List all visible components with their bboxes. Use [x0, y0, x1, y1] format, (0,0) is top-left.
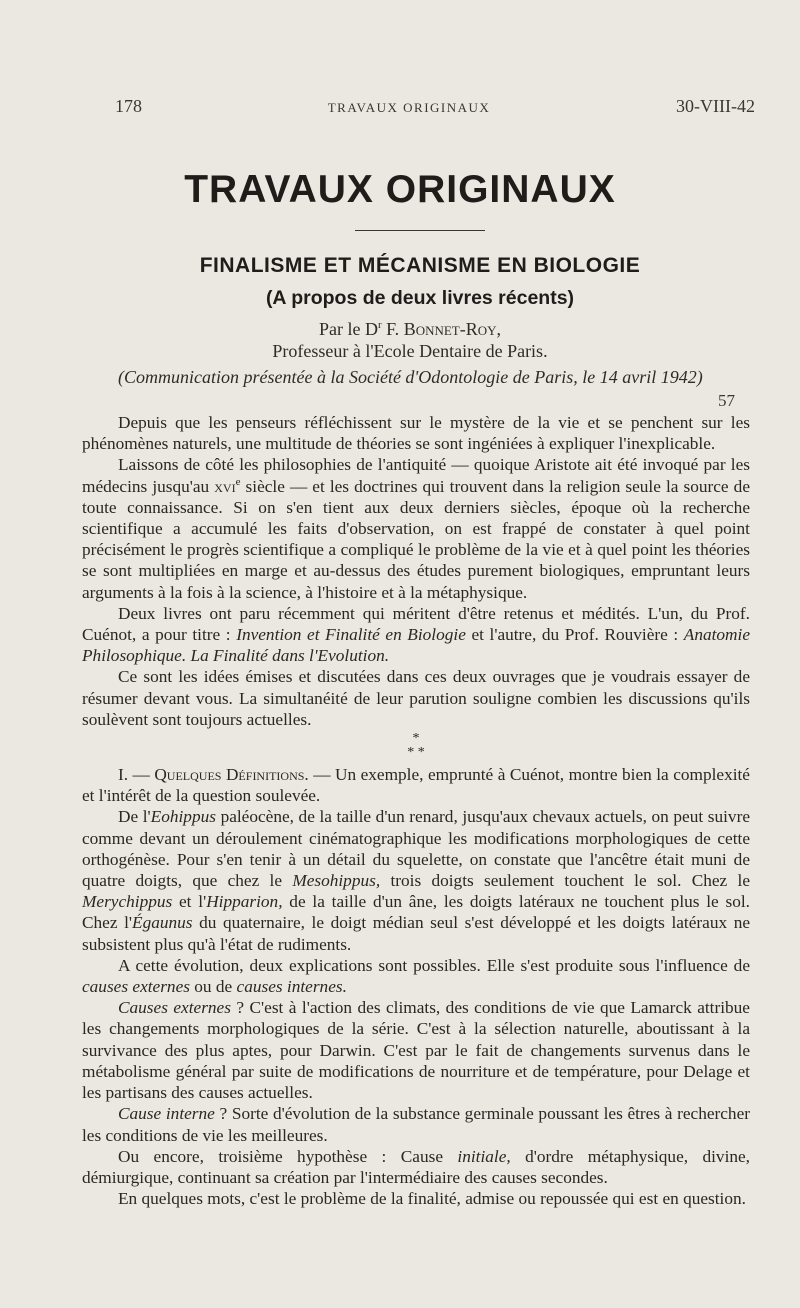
paragraph: En quelques mots, c'est le problème de la finalité, admise ou repoussée qui est en question.: [118, 1189, 746, 1209]
section-heading-paragraph: I. — Quelques Définitions. — Un exemple, emprunté à Cuénot, montre bien la complexité et l'intérêt de la question soulevée.: [82, 765, 750, 806]
running-header: [115, 96, 755, 117]
paragraph: Ce sont les idées émises et discutées dans ces deux ouvrages que je voudrais essayer de résumer devant vous. La simultanéité de leur parution souligne combien les discussions qu'ils soulèvent sont toujours actuelles.: [82, 667, 750, 729]
running-title: TRAVAUX ORIGINAUX: [327, 100, 491, 115]
article-body: [82, 412, 750, 1209]
section-separator: * * *: [407, 731, 425, 761]
paragraph: Cause interne ? Sorte d'évolution de la substance germinale poussant les êtres à rechercher les conditions de vie les meilleures.: [82, 1104, 750, 1145]
author-affiliation: Professeur à l'Ecole Dentaire de Paris.: [272, 341, 548, 361]
paragraph: Depuis que les penseurs réfléchissent sur le mystère de la vie et se penchent sur les phénomènes naturels, une multitude de théories se sont ingéniées à expliquer l'inexplicable.: [82, 413, 750, 454]
section-title: TRAVAUX ORIGINAUX: [184, 168, 616, 211]
paragraph: Ou encore, troisième hypothèse : Cause initiale, d'ordre métaphysique, divine, démiurgique, continuant sa création par l'intermédiaire des causes secondes.: [82, 1146, 750, 1187]
book-title: Invention et Finalité en Biologie: [236, 625, 466, 645]
section-heading: Quelques Définitions.: [154, 765, 309, 785]
paragraph: Laissons de côté les philosophies de l'antiquité — quoique Aristote ait été invoqué par les médecins jusqu'au xvi$^e$ siècle — et les doctrines qui trouvent dans la religion seule la source de toute connaissance. Si on s'en tient aux deux derniers siècles, époque où la recherche scientifique a accumulé les faits d'observation, on est frappé de constater à quel point précisément le progrès scientifique a compliqué le problème de la vie et à quel point les théories se sont multipliées en marge et au-dessus des études purement biologiques, empruntant leurs arguments à la fois à la science, à l'histoire et à la métaphysique.: [82, 455, 750, 602]
paragraph: Causes externes ? C'est à l'action des climats, des conditions de vie que Lamarck attribue les changements morphologiques de la série. C'est à la sélection naturelle, aboutissant à la survivance des plus aptes, pour Darwin. C'est par le fait de changements survenus dans le métabolisme général par suite de modifications de nourriture et de température, pour Delage et les partisans des causes actuelles.: [82, 998, 750, 1103]
book-title: Anatomie Philosophique. La Finalité dans l'Evolution.: [82, 625, 751, 666]
paragraph: De l'Eohippus paléocène, de la taille d'un renard, jusqu'aux chevaux actuels, on peut suivre comme devant un déroulement cinématographique les modifications morphologiques de cette orthogénèse. Pour s'en tenir à un détail du squelette, on constate que l'ancêtre était muni de quatre doigts, que chez le Mesohippus, trois doigts seulement touchent le sol. Chez le Merychippus et l'Hipparion, de la taille d'un âne, les doigts latéraux ne touchent plus le sol. Chez l'Égaunus du quaternaire, le doigt médian seul s'est développé et les doigts latéraux ne subsistent plus qu'à l'état de rudiments.: [82, 807, 751, 954]
communication-note: (Communication présentée à la Société d'Odontologie de Paris, le 14 avril 1942): [118, 367, 703, 387]
article-title: FINALISME ET MÉCANISME EN BIOLOGIE: [199, 254, 641, 277]
page-marker: 57: [718, 391, 735, 410]
title-rule: [355, 230, 485, 231]
article-subtitle: (A propos de deux livres récents): [265, 287, 575, 309]
author-name: Bonnet-Roy,: [403, 319, 502, 339]
page-number: 178: [115, 96, 142, 116]
issue-date: 30-VIII-42: [676, 96, 755, 116]
paragraph: A cette évolution, deux explications sont possibles. Elle s'est produite sous l'influence de causes externes ou de causes internes.: [82, 955, 750, 997]
author-byline: Par le $D^r$ F. Bonnet-Roy,: [318, 319, 502, 339]
paragraph: Deux livres ont paru récemment qui méritent d'être retenus et médités. L'un, du Prof. Cuénot, a pour titre : Invention et Finalité en Biologie et l'autre, du Prof. Rouvière : Anatomie Philosophique. La Finalité dans l'Evolution.: [82, 603, 751, 666]
